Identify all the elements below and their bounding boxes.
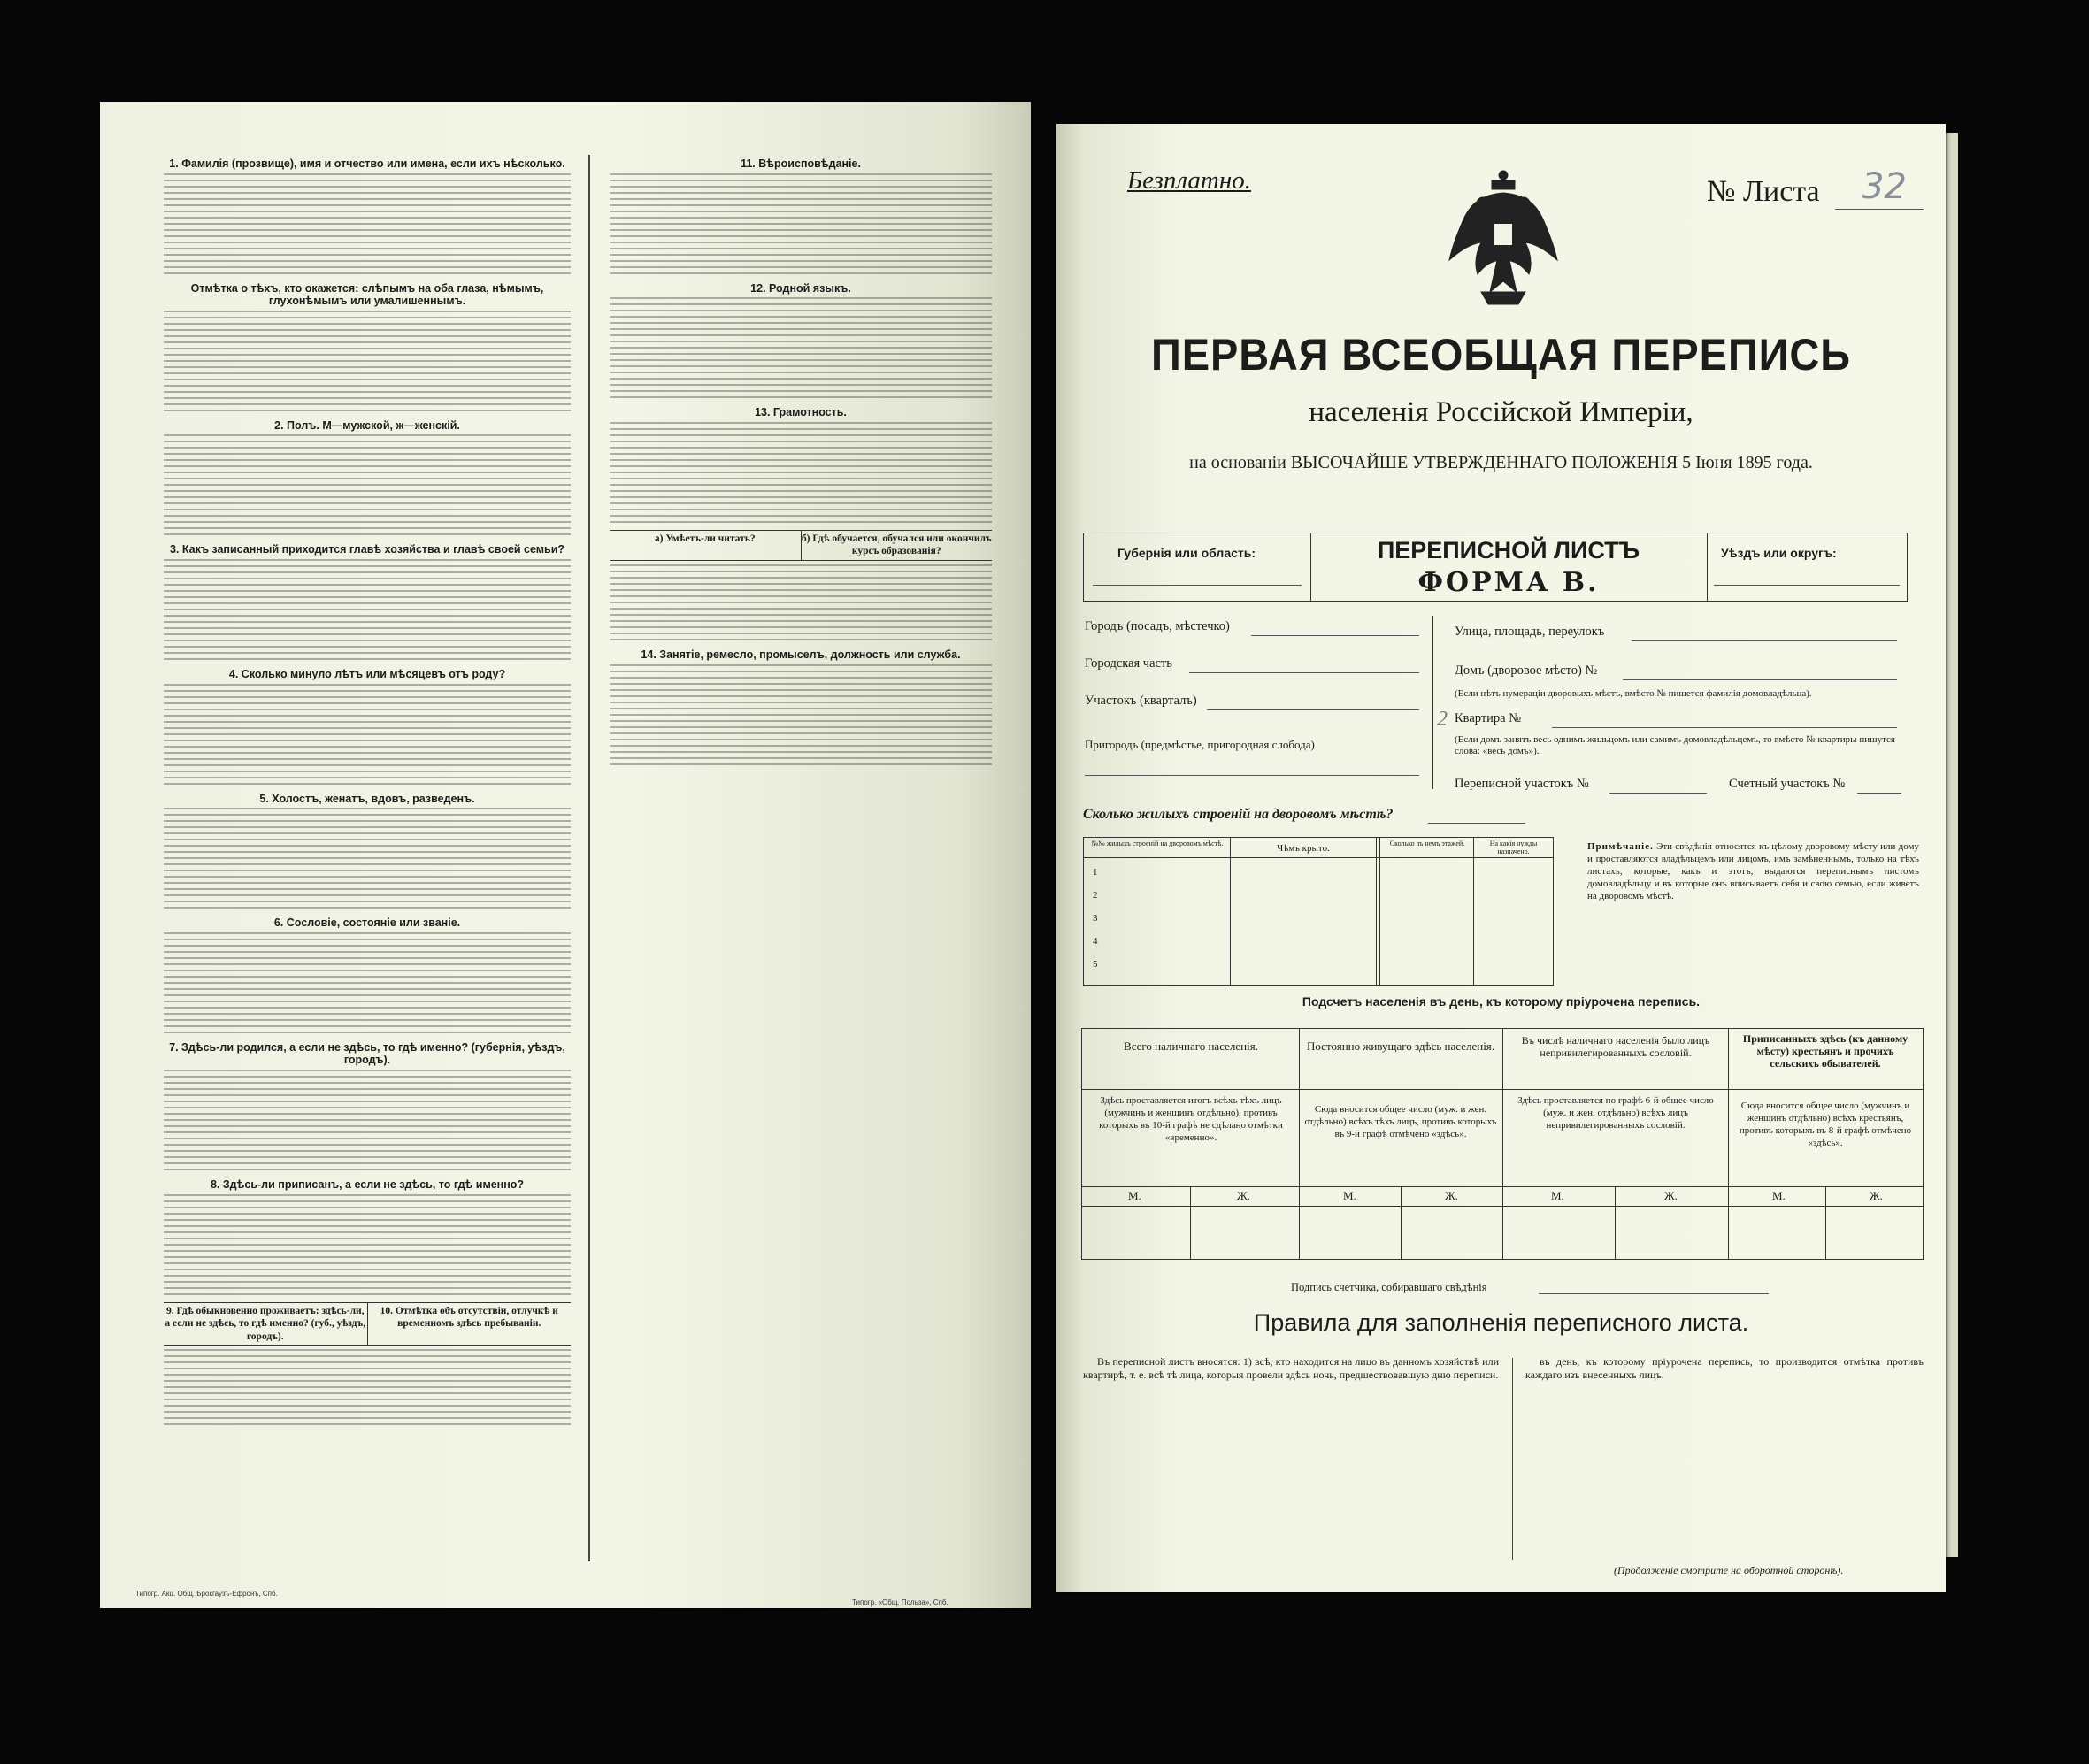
dwellings-note-text: Эти свѣдѣнія относятся къ цѣлому дворовому мѣсту или дому и проставляются владѣльцемъ или лицомъ, имъ замѣненнымъ, только на тѣхъ листахъ, которые, какъ и этотъ, выдаются переписнымъ листомъ домовладѣльцу и въ которые онъ вписываетъ себя и свою семью, если живетъ на дворовомъ мѣстѣ. [1587, 841, 1920, 901]
left-column-2 [610, 153, 992, 1604]
apartment-line [1552, 727, 1897, 728]
count-note: Сюда вносится общее число (муж. и жен. отдѣльно) всѣхъ тѣхъ лицъ, противъ которыхъ въ 9-й графѣ отмѣчено «здѣсь». [1304, 1104, 1497, 1139]
sheet-number-label: № Листа [1707, 175, 1820, 208]
apartment-handwritten: 2 [1437, 708, 1448, 731]
count-sub-label: М. [1128, 1189, 1141, 1202]
right-page [1056, 124, 1946, 1592]
table-col-line [1379, 838, 1380, 985]
dwelling-row-number: 4 [1093, 936, 1098, 947]
table-sub-line [1082, 1186, 1923, 1187]
table-col-line [1230, 838, 1231, 985]
count-header: Въ числѣ наличнаго населенія было лицъ непривилегированныхъ сословій. [1521, 1034, 1710, 1059]
section-heading: 4. Сколько минуло лѣтъ или мѣсяцевъ отъ роду? [228, 667, 506, 680]
left-page [100, 102, 1031, 1608]
dwellings-note-label: Примѣчаніе. [1587, 841, 1654, 852]
count-table [1081, 1028, 1924, 1260]
dwelling-row-number: 2 [1093, 890, 1098, 901]
rules-text: Въ переписной листъ вносятся: 1) всѣ, кто находится на лицо въ данномъ хозяйствѣ или квартирѣ, т. е. всѣ тѣ лица, которыя провели здѣсь ночь, предшествовавшую дню переписи. [1083, 1355, 1499, 1382]
counting-district-label: Счетный участокъ № [1729, 777, 1846, 791]
dwellings-header: Чѣмъ крыто. [1277, 843, 1330, 854]
suburb-label: Пригородъ (предмѣстье, пригородная слобода) [1085, 738, 1315, 751]
section-heading: 3. Какъ записанный приходится главѣ хозяйства и главѣ своей семьи? [169, 543, 565, 556]
uezd-label: Уѣздъ или округъ: [1721, 546, 1837, 560]
body-text-block [610, 664, 992, 769]
count-sub-label: М. [1343, 1189, 1356, 1202]
page-edge [1946, 133, 1958, 1557]
table-header-line [1084, 857, 1553, 858]
table-sub-line [1082, 1206, 1923, 1207]
rules-column-left [1083, 1355, 1499, 1557]
header-divider [1707, 533, 1708, 601]
section-heading: 11. Вѣроисповѣданіе. [741, 157, 861, 170]
section-heading: 14. Занятіе, ремесло, промыселъ, должность или служба. [641, 648, 961, 661]
city-line [1251, 635, 1419, 636]
dwellings-question: Сколько жилыхъ строеній на дворовомъ мѣстѣ? [1083, 807, 1394, 822]
house-label: Домъ (дворовое мѣсто) № [1455, 663, 1598, 678]
section-heading: 12. Родной языкъ. [750, 281, 851, 295]
body-text-block [164, 1194, 571, 1299]
count-note: Сюда вносится общее число (мужчинъ и женщинъ отдѣльно) всѣхъ крестьянъ, противъ которыхъ въ 8-й графѣ отмѣчено «здѣсь». [1739, 1101, 1912, 1148]
header-box [1083, 533, 1908, 602]
sheet-number-line [1835, 209, 1924, 210]
imprint-left: Типогр. Акц. Общ. Брокгаузъ-Ефронъ, Спб. [135, 1590, 278, 1598]
table-col-line [1502, 1029, 1503, 1259]
dwellings-header: На какія нужды назначено. [1489, 840, 1538, 855]
free-label: Безплатно. [1127, 166, 1251, 195]
street-line [1632, 640, 1897, 641]
body-text-block [164, 311, 571, 415]
section-heading: 8. Здѣсь-ли приписанъ, а если не здѣсь, то гдѣ именно? [210, 1177, 525, 1191]
body-text-block [610, 297, 992, 402]
section-heading: 5. Холостъ, женатъ, вдовъ, разведенъ. [259, 792, 475, 805]
street-label: Улица, площадь, переулокъ [1455, 625, 1605, 639]
section-heading: 13. Грамотность. [755, 406, 847, 419]
gubernia-label: Губернія или область: [1117, 546, 1256, 560]
count-header: Постоянно живущаго здѣсь населенія. [1306, 1039, 1495, 1053]
table-col-line [1376, 838, 1377, 985]
dwellings-note [1587, 840, 1919, 902]
gubernia-line [1093, 585, 1302, 586]
column-divider [588, 155, 590, 1561]
rules-divider [1512, 1358, 1513, 1560]
dwelling-row-number: 3 [1093, 913, 1098, 924]
count-sub-label: Ж. [1664, 1189, 1678, 1202]
section-heading: Отмѣтка о тѣхъ, кто окажется: слѣпымъ на оба глаза, нѣмымъ, глухонѣмымъ или умалишеннымъ. [190, 281, 544, 308]
apartment-note: (Если домъ занятъ весь однимъ жильцомъ или самимъ домовладѣльцемъ, то вмѣсто № квартиры пишутся слова: «весь домъ»). [1455, 734, 1895, 756]
split-heading-right: б) Гдѣ обучается, обучался или окончилъ курсъ образованія? [801, 531, 993, 560]
table-sub-col [1401, 1186, 1402, 1259]
body-text-block [164, 684, 571, 788]
body-text-block [610, 422, 992, 526]
body-text-block [164, 1349, 571, 1429]
count-note: Здѣсь проставляется по графѣ 6-й общее число (муж. и жен. отдѣльно) всѣхъ лицъ непривилегированныхъ сословій. [1517, 1095, 1714, 1131]
page-title: ПЕРВАЯ ВСЕОБЩАЯ ПЕРЕПИСЬ [1150, 330, 1851, 380]
rules-title: Правила для заполненія переписного листа. [1253, 1309, 1749, 1336]
body-text-block [164, 434, 571, 539]
body-text-block [164, 808, 571, 912]
dwelling-row-number: 1 [1093, 867, 1098, 878]
dwellings-table [1083, 837, 1554, 986]
district-line [1207, 709, 1419, 710]
house-line [1623, 679, 1897, 680]
split-heading-right: 10. Отмѣтка объ отсутствіи, отлучкѣ и временномъ здѣсь пребываніи. [367, 1303, 572, 1346]
form-label: ФОРМА В. [1417, 567, 1600, 598]
dwellings-header: Сколько въ немъ этажей. [1389, 840, 1465, 847]
section-heading: 2. Полъ. М—мужской, ж—женскій. [274, 418, 460, 432]
address-divider [1432, 616, 1433, 789]
sheet-number-handwritten: 32 [1862, 166, 1907, 207]
count-sub-label: Ж. [1445, 1189, 1458, 1202]
count-sub-label: Ж. [1870, 1189, 1883, 1202]
count-header: Приписанныхъ здѣсь (къ данному мѣсту) крестьянъ и прочихъ сельскихъ обывателей. [1742, 1032, 1909, 1070]
body-text-block [164, 559, 571, 663]
apartment-label: Квартира № [1455, 711, 1522, 725]
table-header-line [1082, 1089, 1923, 1090]
dwellings-question-line [1428, 823, 1525, 824]
count-note: Здѣсь проставляется итогъ всѣхъ тѣхъ лицъ (мужчинъ и женщинъ отдѣльно), противъ которыхъ въ 10-й графѣ не сдѣлано отмѣтки «временно». [1099, 1095, 1283, 1143]
city-part-label: Городская часть [1085, 656, 1172, 671]
table-col-line [1473, 838, 1474, 985]
imprint-right: Типогр. «Общ. Польза», Спб. [852, 1599, 948, 1607]
table-col-line [1299, 1029, 1300, 1259]
section-heading: 7. Здѣсь-ли родился, а если не здѣсь, то гдѣ именно? (губернія, уѣздъ, городъ). [169, 1040, 565, 1067]
page-subtitle: населенія Россійской Имперіи, [1309, 396, 1693, 428]
count-sub-label: М. [1551, 1189, 1564, 1202]
split-heading [610, 530, 992, 561]
count-sub-label: Ж. [1237, 1189, 1250, 1202]
dwellings-header: №№ жилыхъ строеній на дворовомъ мѣстѣ. [1091, 840, 1224, 847]
rules-continued: (Продолженіе смотрите на оборотной сторонѣ). [1614, 1564, 1844, 1576]
census-district-label: Переписной участокъ № [1455, 777, 1589, 791]
split-heading-left: 9. Гдѣ обыкновенно проживаетъ: здѣсь-ли, а если не здѣсь, то гдѣ именно? (губ., уѣздъ, городъ). [165, 1305, 366, 1342]
section-heading: 6. Сословіе, состояніе или званіе. [273, 917, 461, 930]
district-label: Участокъ (кварталъ) [1085, 694, 1197, 708]
table-col-line [1728, 1029, 1729, 1259]
count-title: Подсчетъ населенія въ день, къ которому пріурочена перепись. [1302, 994, 1701, 1009]
table-sub-col [1825, 1186, 1826, 1259]
body-text-block [164, 173, 571, 278]
rules-column-right [1525, 1355, 1924, 1557]
table-sub-col [1615, 1186, 1616, 1259]
signature-line [1539, 1293, 1769, 1294]
left-column-1 [164, 153, 571, 1604]
census-district-line [1609, 793, 1707, 794]
uezd-line [1714, 585, 1900, 586]
city-label: Городъ (посадъ, мѣстечко) [1085, 619, 1230, 633]
house-note: (Если нѣтъ нумераціи дворовыхъ мѣстъ, вмѣсто № пишется фамилія домовладѣльца). [1455, 688, 1812, 699]
rules-text: въ день, къ которому пріурочена перепись, то производится отмѣтка противъ каждаго изъ внесенныхъ лицъ. [1525, 1355, 1924, 1382]
body-text-block [610, 564, 992, 644]
split-heading [164, 1302, 571, 1346]
body-text-block [164, 932, 571, 1037]
suburb-line [1085, 775, 1419, 776]
legal-basis: на основаніи ВЫСОЧАЙШЕ УТВЕРЖДЕННАГО ПОЛОЖЕНІЯ 5 Іюня 1895 года. [1189, 453, 1813, 472]
split-heading-left: а) Умѣетъ-ли читать? [654, 533, 756, 544]
body-text-block [610, 173, 992, 278]
city-part-line [1189, 672, 1419, 673]
list-title: ПЕРЕПИСНОЙ ЛИСТЪ [1377, 537, 1640, 564]
count-sub-label: М. [1772, 1189, 1786, 1202]
section-heading: 1. Фамилія (прозвище), имя и отчество или имена, если ихъ нѣсколько. [169, 157, 565, 170]
body-text-block [164, 1070, 571, 1174]
dwelling-row-number: 5 [1093, 959, 1098, 970]
double-headed-eagle-emblem [1446, 168, 1561, 310]
counting-district-line [1857, 793, 1901, 794]
count-header: Всего наличнаго населенія. [1124, 1039, 1258, 1053]
table-sub-col [1190, 1186, 1191, 1259]
signature-label: Подпись счетчика, собиравшаго свѣдѣнія [1291, 1281, 1487, 1293]
